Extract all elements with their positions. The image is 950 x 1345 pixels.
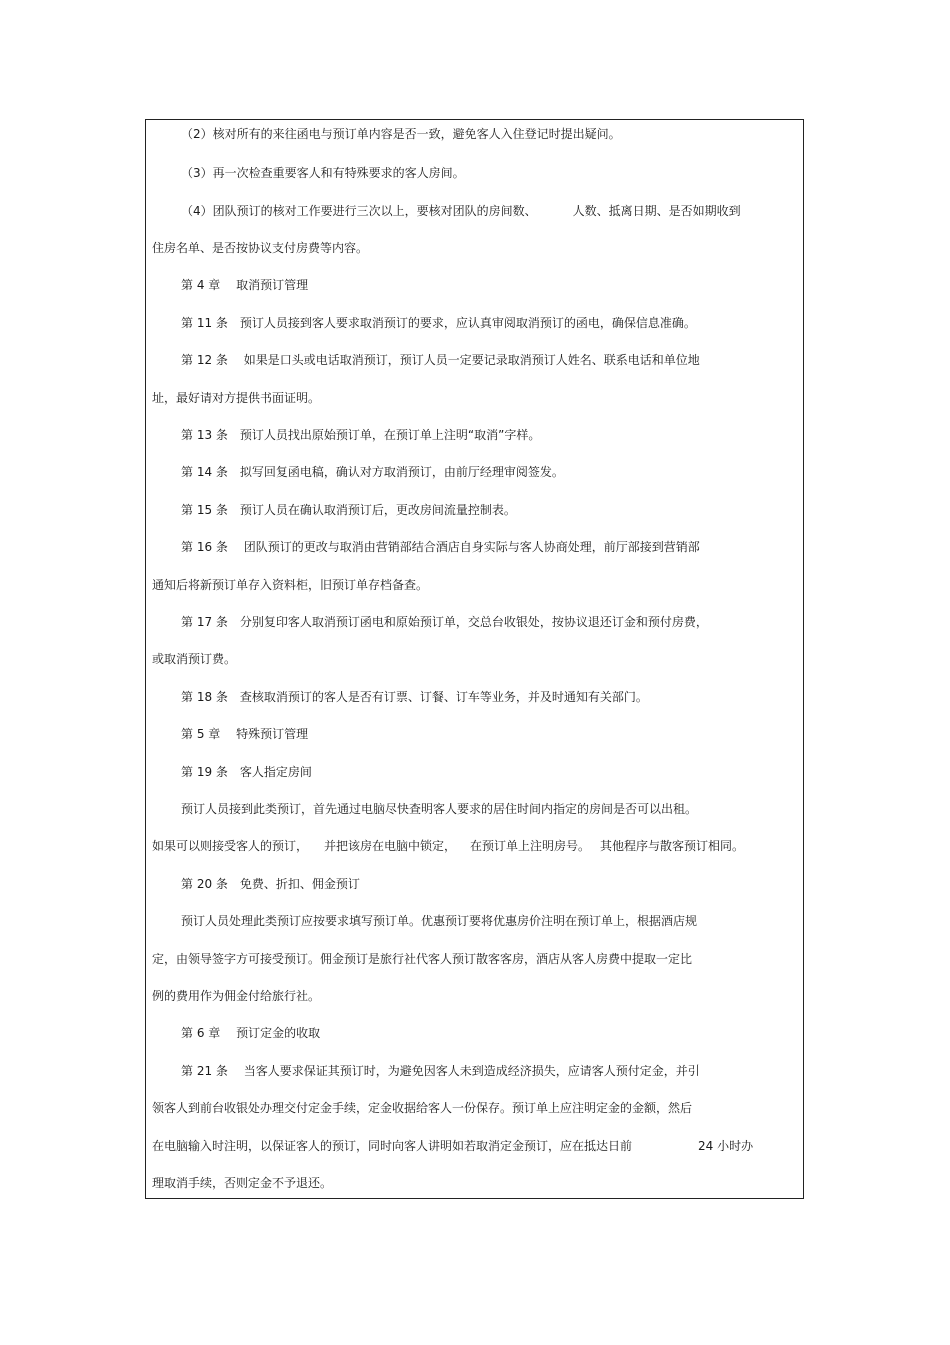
text-line [152,839,744,853]
line-text: 预订人员接到此类预订，首先通过电脑尽快查明客人要求的居住时间内指定的房间是否可以出租。 [181,802,698,816]
line-text: 址，最好请对方提供书面证明。 [152,391,321,405]
line-text: 第 6 章 预订定金的收取 [181,1026,321,1040]
text-line [152,1101,692,1115]
text-line [181,166,465,180]
line-text: （3）再一次检查重要客人和有特殊要求的客人房间。 [181,166,465,180]
line-text-cont: 其他程序与散客预订相同。 [600,839,745,853]
text-line [152,1176,332,1190]
line-text: 领客人到前台收银处办理交付定金手续，定金收据给客人一份保存。预订单上应注明定金的金额，然后 [152,1101,693,1115]
line-text: 第 17 条 分别复印客人取消预订函电和原始预订单，交总台收银处，按协议退还订金和预付房费， [181,615,708,629]
line-text: 住房名单、是否按协议支付房费等内容。 [152,241,369,255]
line-text: 第 13 条 预订人员找出原始预订单，在预订单上注明“取消”字样。 [181,428,541,442]
text-line [181,127,621,141]
article-line [181,690,648,704]
article-line [181,615,708,629]
line-text: 定，由领导签字方可接受预订。佣金预订是旅行社代客人预订散客客房，酒店从客人房费中提取一定比 [152,952,693,966]
text-line [152,652,236,666]
chapter-heading [181,727,308,741]
line-text-cont: 人数、抵离日期、是否如期收到 [572,204,741,218]
article-line [181,503,516,517]
line-text: 第 11 条 预订人员接到客人要求取消预订的要求，应认真审阅取消预订的函电，确保信息准确。 [181,316,696,330]
line-text: 通知后将新预订单存入资料柜，旧预订单存档备查。 [152,578,429,592]
line-text: 如果可以则接受客人的预订， [152,839,309,853]
article-line [181,316,696,330]
line-text: 第 15 条 预订人员在确认取消预订后，更改房间流量控制表。 [181,503,516,517]
line-text: 第 19 条 客人指定房间 [181,765,312,779]
chapter-heading [181,1026,320,1040]
article-line [181,540,700,554]
line-text: 例的费用作为佣金付给旅行社。 [152,989,321,1003]
line-text: （4）团队预订的核对工作要进行三次以上，要核对团队的房间数、 [181,204,537,218]
article-line [181,1064,700,1078]
article-line [181,465,564,479]
text-line [152,391,320,405]
line-text-cont: 并把该房在电脑中锁定， [324,839,457,853]
line-text: 在电脑输入时注明，以保证客人的预订，同时向客人讲明如若取消定金预订，应在抵达日前 [152,1139,633,1153]
line-text: 第 14 条 拟写回复函电稿，确认对方取消预订，由前厅经理审阅签发。 [181,465,564,479]
line-text: 或取消预订费。 [152,652,237,666]
article-line [181,877,360,891]
line-text: 第 4 章 取消预订管理 [181,278,309,292]
line-text: 第 21 条 当客人要求保证其预订时，为避免因客人未到造成经济损失，应请客人预付定金，并引 [181,1064,700,1078]
line-text: 第 16 条 团队预订的更改与取消由营销部结合酒店自身实际与客人协商处理，前厅部接到营销部 [181,540,700,554]
line-text: 预订人员处理此类预订应按要求填写预订单。优惠预订要将优惠房价注明在预订单上，根据酒店规 [181,914,698,928]
line-text-cont: 在预订单上注明房号。 [470,839,591,853]
line-text: 第 5 章 特殊预订管理 [181,727,309,741]
article-line [181,428,540,442]
line-text: （2）核对所有的来往函电与预订单内容是否一致，避免客人入住登记时提出疑问。 [181,127,621,141]
line-text: 第 20 条 免费、折扣、佣金预订 [181,877,360,891]
article-line [181,353,700,367]
text-line [181,802,697,816]
article-line [181,765,312,779]
line-text-cont: 24 小时办 [698,1139,754,1153]
text-line [181,204,741,218]
line-text: 第 18 条 查核取消预订的客人是否有订票、订餐、订车等业务，并及时通知有关部门。 [181,690,648,704]
text-line [152,989,320,1003]
line-text: 理取消手续，否则定金不予退还。 [152,1176,333,1190]
chapter-heading [181,278,308,292]
text-line [152,1139,753,1153]
text-line [181,914,697,928]
line-text: 第 12 条 如果是口头或电话取消预订，预订人员一定要记录取消预订人姓名、联系电话和单位地 [181,353,700,367]
text-line [152,578,428,592]
text-line [152,241,368,255]
text-line [152,952,692,966]
